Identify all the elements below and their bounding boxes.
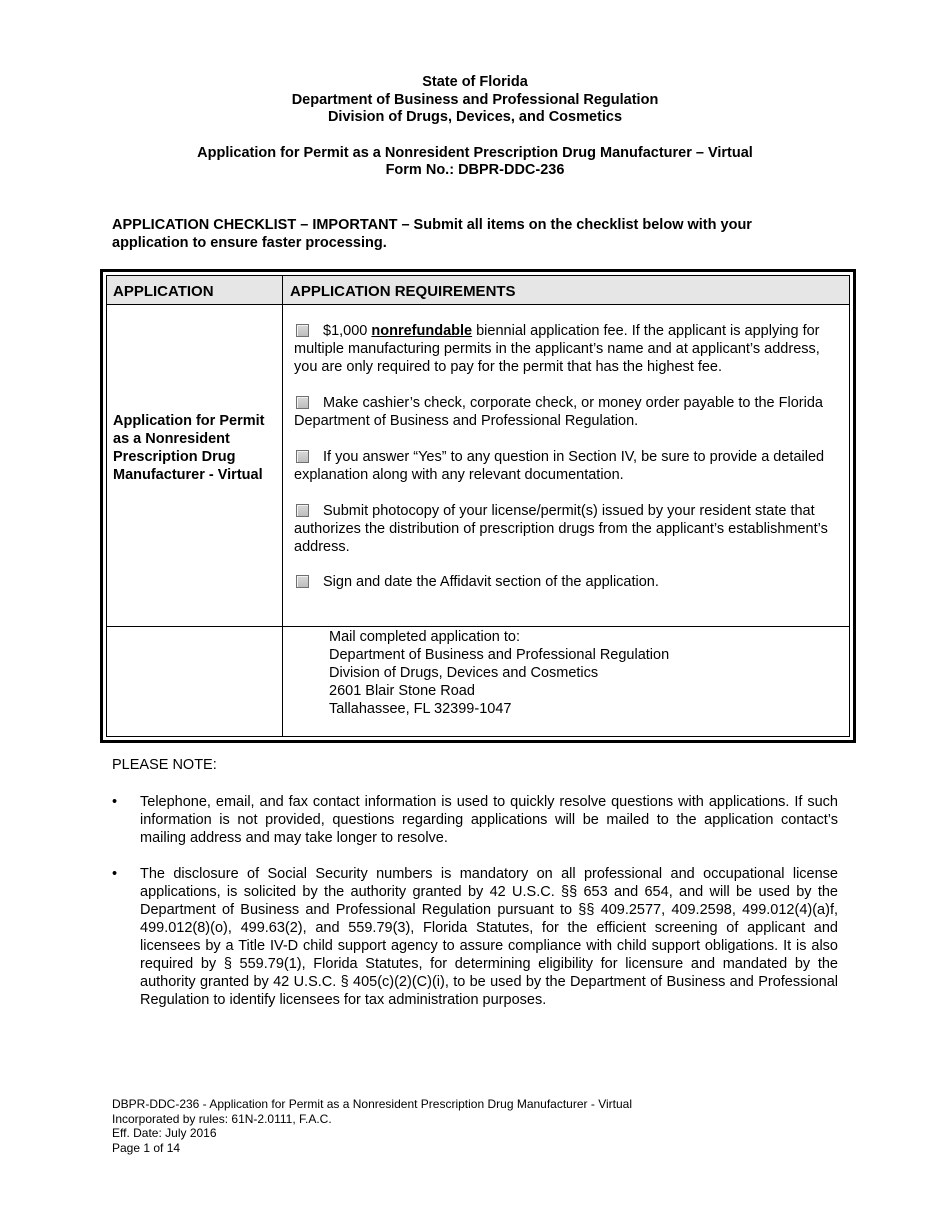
mailing-line-4: Tallahassee, FL 32399-1047 bbox=[329, 701, 512, 717]
payment-text: Make cashier’s check, corporate check, or money order payable to the Florida Department of Business and Professional Regulation. bbox=[294, 395, 823, 429]
mailing-address bbox=[329, 628, 669, 718]
affidavit-text: Sign and date the Affidavit section of the application. bbox=[323, 574, 659, 590]
affidavit-checkbox[interactable] bbox=[296, 575, 309, 588]
list-item bbox=[112, 865, 838, 1009]
bullet-icon: • bbox=[112, 866, 118, 882]
notes-list bbox=[112, 793, 838, 1027]
requirement-license-copy bbox=[294, 502, 844, 556]
list-item bbox=[112, 793, 838, 847]
fee-checkbox[interactable] bbox=[296, 324, 309, 337]
license-copy-text: Submit photocopy of your license/permit(s) issued by your resident state that authorizes the distribution of prescription drugs from the applicant’s establishment’s address. bbox=[294, 503, 828, 555]
payment-checkbox[interactable] bbox=[296, 396, 309, 409]
section-iv-text: If you answer “Yes” to any question in Section IV, be sure to provide a detailed explanation along with any relevant documentation. bbox=[294, 449, 825, 483]
document-header bbox=[0, 74, 950, 180]
application-column-header: APPLICATION bbox=[113, 283, 214, 300]
table-header-row bbox=[107, 276, 849, 305]
bullet-icon: • bbox=[112, 794, 118, 810]
license-copy-checkbox[interactable] bbox=[296, 504, 309, 517]
requirement-payment bbox=[294, 394, 844, 430]
requirement-affidavit bbox=[294, 573, 844, 591]
division-title: Division of Drugs, Devices, and Cosmetics bbox=[327, 109, 623, 125]
footer-rules: Incorporated by rules: 61N-2.0111, F.A.C. bbox=[112, 1111, 332, 1126]
note-ssn-disclosure: The disclosure of Social Security numbers is mandatory on all professional and occupational license applications, is solicited by the authority granted by 42 U.S.C. §§ 653 and 654, and will be used by the Department of Business and Professional Regulation pursuant to §§ 409.2577, 409.2598, 499.012(4)(a)f, 499.012(8)(o), 499.63(2), and 559.79(3), Florida Statutes, for the efficient screening of applicant and licensees by a Title IV-D child support agency to assure compliance with child support obligations. It is also required by § 559.79(1), Florida Statutes, for determining eligibility for licensure and mandated by the authority granted by 42 U.S.C. § 405(c)(2)(C)(i), to be used by the Department of Business and Professional Regulation to identify licensees for tax administration purposes. bbox=[140, 866, 838, 1008]
mailing-intro: Mail completed application to: bbox=[329, 629, 521, 645]
department-title: Department of Business and Professional Regulation bbox=[291, 91, 659, 108]
requirements-column-header: APPLICATION REQUIREMENTS bbox=[290, 283, 516, 300]
requirement-section-iv bbox=[294, 448, 844, 484]
section-iv-checkbox[interactable] bbox=[296, 450, 309, 463]
fee-text: biennial application fee. If the applicant is applying for multiple manufacturing permits in the applicant’s name and at applicant’s address, you are only required to pay for the permit that has the highest fee. bbox=[294, 323, 820, 375]
checklist-title: APPLICATION CHECKLIST – IMPORTANT – Submit all items on the checklist below with your application to ensure faster processing. bbox=[112, 217, 752, 251]
page-footer bbox=[112, 1097, 632, 1155]
page-number: Page 1 of 14 bbox=[112, 1140, 181, 1155]
nonrefundable-emphasis: nonrefundable bbox=[371, 323, 473, 339]
form-number: Form No.: DBPR-DDC-236 bbox=[385, 162, 565, 178]
checklist-table bbox=[100, 269, 856, 743]
footer-eff-date: Eff. Date: July 2016 bbox=[112, 1126, 217, 1140]
please-note-heading: PLEASE NOTE: bbox=[112, 757, 217, 773]
mailing-line-2: Division of Drugs, Devices and Cosmetics bbox=[329, 665, 599, 681]
mailing-line-1: Department of Business and Professional Regulation bbox=[329, 647, 670, 663]
application-name: Application for Permit as a Nonresident Prescription Drug Manufacturer - Virtual bbox=[113, 413, 265, 483]
requirement-fee bbox=[294, 322, 844, 376]
note-contact-info: Telephone, email, and fax contact information is used to quickly resolve questions with applications. If such information is not provided, questions regarding applications will be mailed to the application contact’s mailing address and may take longer to resolve. bbox=[140, 794, 838, 846]
footer-form-title: DBPR-DDC-236 - Application for Permit as a Nonresident Prescription Drug Manufacturer - Virtual bbox=[112, 1097, 632, 1111]
fee-amount: $1,000 bbox=[323, 323, 372, 339]
state-title: State of Florida bbox=[422, 74, 528, 90]
form-title: Application for Permit as a Nonresident Prescription Drug Manufacturer – Virtual bbox=[197, 144, 753, 161]
mailing-line-3: 2601 Blair Stone Road bbox=[329, 683, 475, 699]
